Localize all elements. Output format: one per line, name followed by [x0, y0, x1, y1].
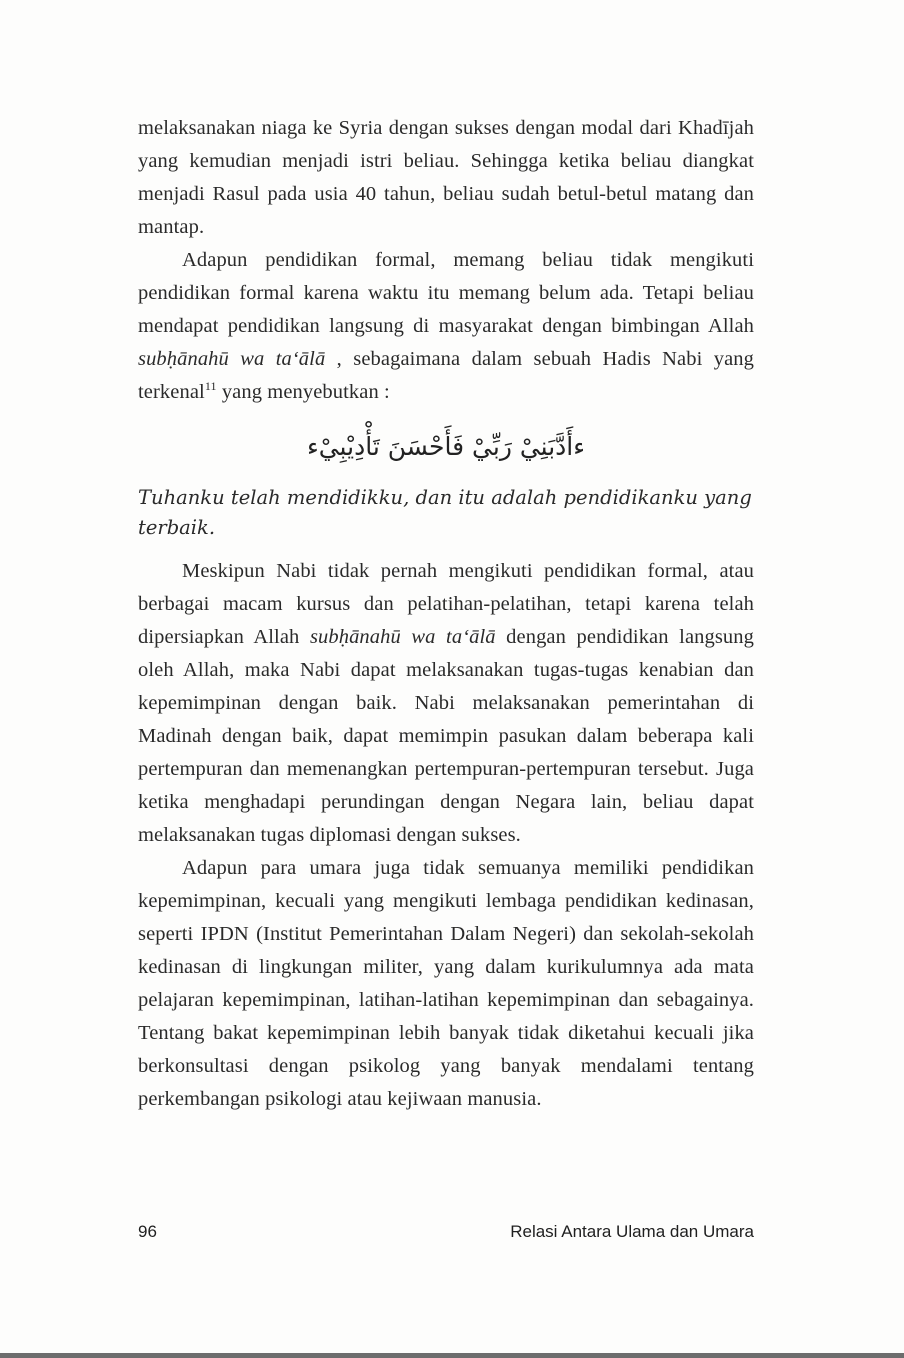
page-number: 96 [138, 1222, 157, 1241]
paragraph [138, 112, 754, 244]
text-run-italic: subḥānahū wa taʻālā [138, 348, 326, 370]
running-title: Relasi Antara Ulama dan Umara [510, 1222, 754, 1241]
text-run-italic: subḥānahū wa taʻālā [309, 626, 496, 648]
footnote-ref-11: 11 [204, 379, 217, 394]
text-run: , sebagaimana dalam sebuah Hadis Nabi yang terkenal [138, 348, 754, 403]
text-run: dengan pendidikan langsung oleh Allah, maka Nabi dapat melaksanakan tugas-tugas kenabian dan kepemimpinan dengan baik. Nabi melaksanakan pemerintahan di Madinah dengan baik, dapat memimpin pasukan dalam beberapa kali pertempuran dan memenangkan pertempuran-pertempuran tersebut. Juga ketika menghadapi perundingan dengan Negara lain, beliau dapat melaksanakan tugas diplomasi dengan sukses. [138, 626, 754, 846]
hadith-translation: Tuhanku telah mendidikku, dan itu adalah pendidikanku yang terbaik. [138, 486, 752, 539]
scan-bottom-edge [0, 1353, 904, 1358]
text-run: yang menyebutkan : [216, 381, 390, 403]
paragraph [138, 555, 754, 852]
page-body [138, 112, 754, 1116]
text-run: melaksanakan niaga ke Syria dengan sukses dengan modal dari Khadījah yang kemudian menjadi istri beliau. Sehingga ketika beliau diangkat menjadi Rasul pada usia 40 tahun, beliau sudah betul-betul matang dan mantap. [138, 117, 754, 238]
paragraph [138, 852, 754, 1116]
text-run: Adapun pendidikan formal, memang beliau tidak mengikuti pendidikan formal karena waktu itu memang belum ada. Tetapi beliau mendapat pendidikan langsung di masyarakat dengan bimbingan Allah [138, 249, 754, 337]
page-footer [138, 1222, 754, 1242]
hadith-arabic-text: ءأَدَّبَنِيْ رَبِّيْ فَأَحْسَنَ تَأْدِيْبِيْء [306, 432, 586, 461]
text-run: Meskipun Nabi tidak pernah mengikuti pendidikan formal, atau berbagai macam kursus dan pelatihan-pelatihan, tetapi karena telah dipersiapkan Allah [138, 560, 754, 648]
text-run: Adapun para umara juga tidak semuanya memiliki pendidikan kepemimpinan, kecuali yang mengikuti lembaga pendidikan kedinasan, seperti IPDN (Institut Pemerintahan Dalam Negeri) dan sekolah-sekolah kedinasan di lingkungan militer, yang dalam kurikulumnya ada mata pelajaran kepemimpinan, latihan-latihan kepemimpinan dan sebagainya. Tentang bakat kepemimpinan lebih banyak tidak diketahui kecuali jika berkonsultasi dengan psikolog yang banyak mendalami tentang perkembangan psikologi atau kejiwaan manusia. [138, 857, 754, 1110]
paragraph [138, 244, 754, 409]
